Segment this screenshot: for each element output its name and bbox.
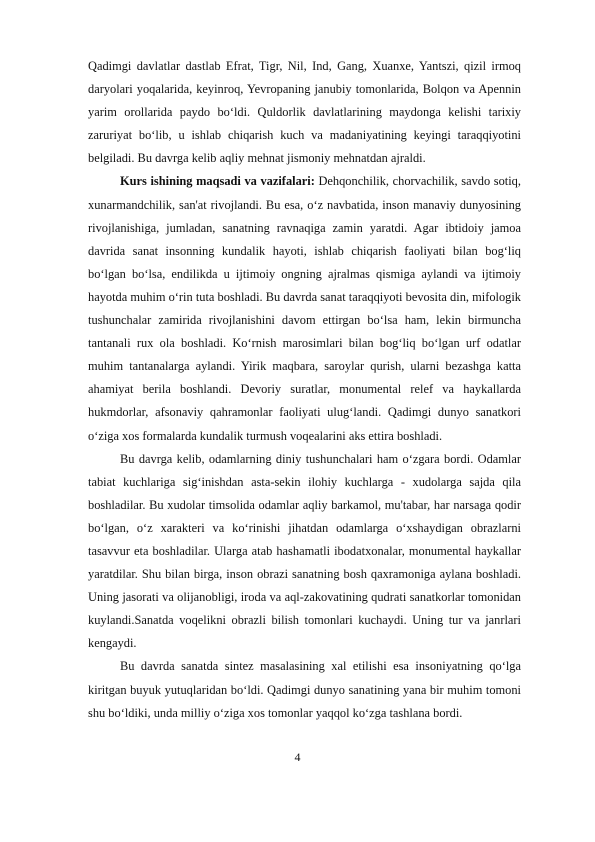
paragraph-goals bbox=[88, 170, 521, 447]
paragraph-text: Qadimgi davlatlar dastlab Efrat, Tigr, Nil, Ind, Gang, Xuanxe, Yantszi, qizil irmoq daryolari yoqalarida, keyinroq, Yevropaning janubiy tomonlarida, Bolqon va Apennin yarim orollarida paydo bo‘ldi. Quldorlik davlatlarining maydonga kelishi tarixiy zaruriyat bo‘lib, u ishlab chiqarish kuch va madaniyatining keyingi taraqqiyotini belgiladi. Bu davrga kelib aqliy mehnat jismoniy mehnatdan ajraldi. bbox=[88, 59, 521, 166]
paragraph-religious-concepts bbox=[88, 448, 521, 656]
paragraph-text: Dehqonchilik, chorvachilik, savdo sotiq, xunarmandchilik, san'at rivojlandi. Bu esa, o‘z navbatida, inson manaviy dunyosining rivojlanishiga, jumladan, sanatning ravnaqiga zamin yaratdi. Agar ibtidoiy jamoa davrida sanat insonning kundalik hayoti, ishlab chiqarish faoliyati bilan bog‘liq bo‘lgan bo‘lsa, endilikda u ijtimoiy ongning ajralmas qismiga aylandi va ijtimoiy hayotda muhim o‘rin tuta boshladi. Bu davrda sanat taraqqiyoti bevosita din, mifologik tushunchalar zamirida rivojlanishini davom ettirgan bo‘lsa ham, lekin birmuncha tantanali rux ola boshladi. Ko‘rnish marosimlari bilan bog‘liq bo‘lgan urf odatlar muhim tantanalarga aylandi. Yirik maqbara, saroylar qurish, ularni bezashga katta ahamiyat berila boshlandi. Devoriy suratlar, monumental relef va haykallarda hukmdorlar, afsonaviy qahramonlar faoliyati ulug‘landi. Qadimgi dunyo sanatkori o‘ziga xos formalarda kundalik turmush voqealarini aks ettira boshladi. bbox=[88, 174, 521, 443]
page-number: 4 bbox=[294, 750, 301, 764]
section-heading-goals: Kurs ishining maqsadi va vazifalari: bbox=[120, 174, 315, 189]
paragraph-text: Bu davrga kelib, odamlarning diniy tushunchalari ham o‘zgara bordi. Odamlar tabiat kuchlariga sig‘inishdan asta-sekin ilohiy kuchlarga - xudolarga sajda qila boshladilar. Bu xudolar timsolida odamlar aqliy barkamol, mu'tabar, har narsaga qodir bo‘lgan, o‘z xarakteri va ko‘rinishi jihatdan odamlarga o‘xshaydigan obrazlarni tasavvur eta boshladilar. Ularga atab hashamatli ibodatxonalar, monumental haykallar yaratdilar. Shu bilan birga, inson obrazi sanatning bosh qaxramoniga aylana boshladi. Uning jasorati va olijanobligi, iroda va aql-zakovatining qudrati sanatkorlar tomonidan kuylandi.Sanatda voqelikni obrazli bilish tomonlari kuchaydi. Uning tur va janrlari kengaydi. bbox=[88, 451, 521, 651]
paragraph-synthesis bbox=[88, 655, 521, 724]
document-page bbox=[88, 55, 521, 725]
paragraph-ancient-states bbox=[88, 55, 521, 170]
paragraph-text: Bu davrda sanatda sintez masalasining xal etilishi esa insoniyatning qo‘lga kiritgan buyuk yutuqlaridan bo‘ldi. Qadimgi dunyo sanatining yana bir muhim tomoni shu bo‘ldiki, unda milliy o‘ziga xos tomonlar yaqqol ko‘zga tashlana bordi. bbox=[88, 659, 521, 720]
